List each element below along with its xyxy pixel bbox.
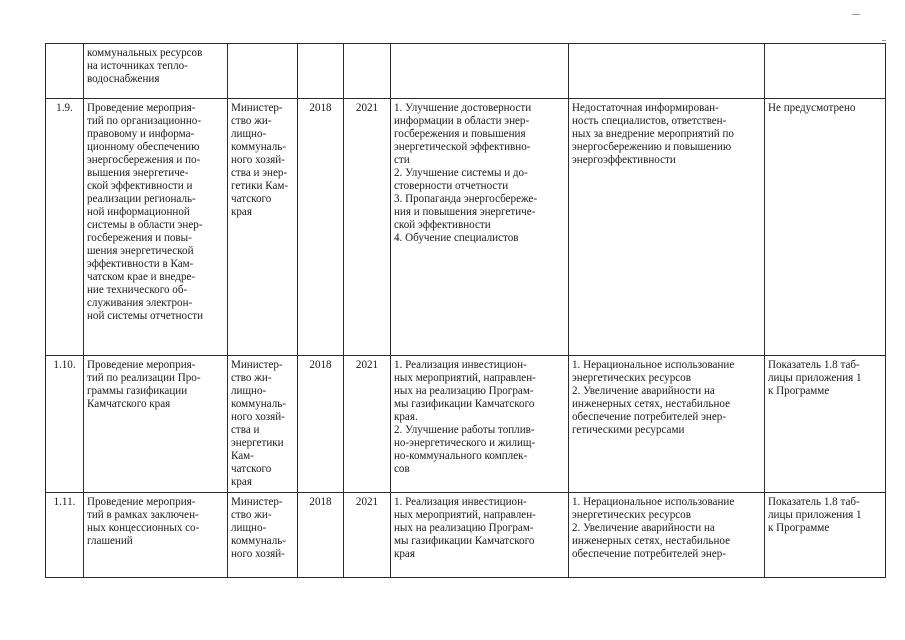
table-row — [46, 493, 886, 578]
risk-cell: 1. Нерациональное использование энергетических ресурсов 2. Увеличение аварийности на инженерных сетях, нестабильное обеспечение потребителей энер- гетическими ресурсами — [569, 356, 765, 493]
event-name-cell: Проведение мероприя- тий по организационно- правовому и информа- ционному обеспечению энергосбережения и по- вышения энергетиче- ской эффективности и реализации региональ- ной информационной системы в области энер- госбережения и повы- шения энергетической эффективности в Кам- чатском крае и внедре- ние технического об- служивания электрон- ной системы отчетности — [84, 99, 228, 356]
end-year-cell — [344, 44, 391, 99]
end-year-cell: 2021 — [344, 493, 391, 578]
event-name-cell: Проведение мероприя- тий по реализации Про- граммы газификации Камчатского края — [84, 356, 228, 493]
scan-mark — [882, 40, 886, 41]
start-year-cell: 2018 — [298, 356, 344, 493]
risk-cell: 1. Нерациональное использование энергетических ресурсов 2. Увеличение аварийности на инженерных сетях, нестабильное обеспечение потребителей энер- — [569, 493, 765, 578]
row-number — [46, 44, 84, 99]
event-name-cell: коммунальных ресурсов на источниках тепло- водоснабжения — [84, 44, 228, 99]
indicator-link-cell: Показатель 1.8 таб- лицы приложения 1 к Программе — [765, 356, 886, 493]
risk-cell — [569, 44, 765, 99]
row-number: 1.10. — [46, 356, 84, 493]
row-number: 1.9. — [46, 99, 84, 356]
risk-cell: Недостаточная информирован- ность специалистов, ответствен- ных за внедрение мероприятий по энергосбережению и повышению энергоэффективности — [569, 99, 765, 356]
start-year-cell: 2018 — [298, 99, 344, 356]
end-year-cell: 2021 — [344, 356, 391, 493]
end-year-cell: 2021 — [344, 99, 391, 356]
event-name-cell: Проведение мероприя- тий в рамках заключен- ных концессионных со- глашений — [84, 493, 228, 578]
executor-cell — [228, 44, 298, 99]
program-events-table — [45, 43, 886, 578]
start-year-cell — [298, 44, 344, 99]
executor-cell: Министер- ство жи- лищно- коммуналь- ного хозяй- ства и энер- гетики Кам- чатского края — [228, 99, 298, 356]
expected-result-cell: 1. Реализация инвестицион- ных мероприятий, направлен- ных на реализацию Програм- мы газификации Камчатского края — [391, 493, 569, 578]
indicator-link-cell: Показатель 1.8 таб- лицы приложения 1 к Программе — [765, 493, 886, 578]
expected-result-cell: 1. Улучшение достоверности информации в области энер- госбережения и повышения энергетической эффективно- сти 2. Улучшение системы и до- стоверности отчетности 3. Пропаганда энергосбереже- ния и повышения энергетиче- ской эффективности 4. Обучение специалистов — [391, 99, 569, 356]
scan-mark — [852, 14, 860, 15]
table-row — [46, 99, 886, 356]
table-row — [46, 356, 886, 493]
executor-cell: Министер- ство жи- лищно- коммуналь- ного хозяй- ства и энергетики Кам- чатского края — [228, 356, 298, 493]
row-number: 1.11. — [46, 493, 84, 578]
executor-cell: Министер- ство жи- лищно- коммуналь- ного хозяй- — [228, 493, 298, 578]
indicator-link-cell: Не предусмотрено — [765, 99, 886, 356]
start-year-cell: 2018 — [298, 493, 344, 578]
expected-result-cell — [391, 44, 569, 99]
indicator-link-cell — [765, 44, 886, 99]
table-row — [46, 44, 886, 99]
expected-result-cell: 1. Реализация инвестицион- ных мероприятий, направлен- ных на реализацию Програм- мы газификации Камчатского края. 2. Улучшение работы топлив- но-энергетического и жилищ- но-коммунального комплек- сов — [391, 356, 569, 493]
